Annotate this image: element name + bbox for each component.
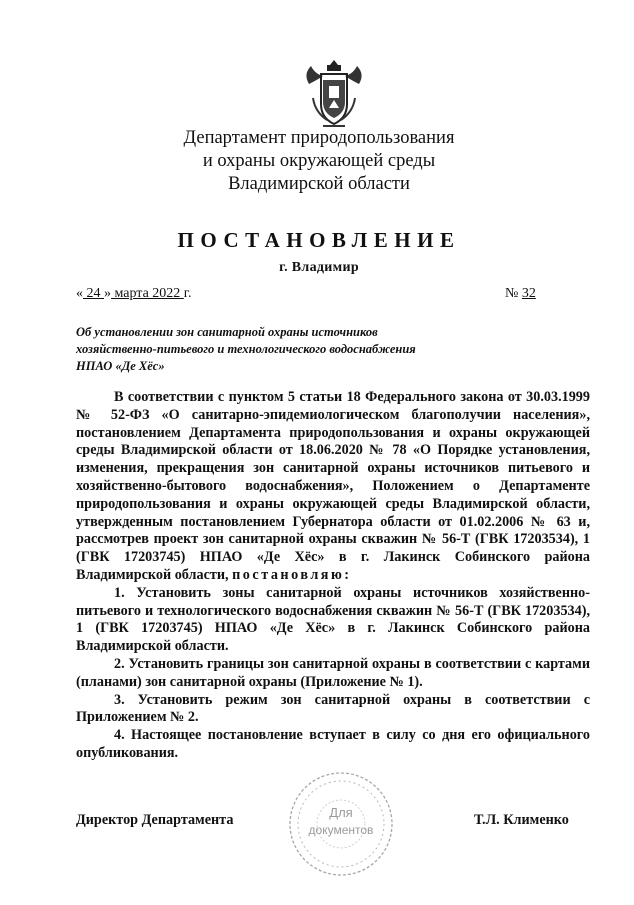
svg-text:документов: документов [308,823,374,837]
document-title: ПОСТАНОВЛЕНИЕ [177,228,461,252]
subject-line: НПАО «Де Хёс» [76,359,165,373]
document-date [76,286,191,302]
date-suffix: г. [183,286,192,301]
document-city: г. Владимир [279,260,359,275]
decree-word: постановляю: [232,566,352,583]
preamble-paragraph [76,389,590,585]
department-line: и охраны окружающей среды [202,151,436,171]
decree-item: 3. Установить режим зон санитарной охраны в соответствии с Приложением № 2. [76,691,590,726]
coat-of-arms-icon [303,58,365,130]
document-body [76,389,590,763]
date-close-quote: » [104,286,111,301]
decree-item: 4. Настоящее постановление вступает в силу со дня его официального опубликования. [76,727,590,761]
number-value: 32 [521,286,536,301]
decree-item: 2. Установить границы зон санитарной охраны в соответствии с картами (планами) зон санитарной охраны (Приложение № 1). [76,655,590,690]
department-line: Владимирской области [228,174,410,194]
document-number [505,286,536,302]
svg-text:Для: Для [329,805,353,820]
number-prefix: № [505,286,522,301]
preamble-text: В соответствии с пунктом 5 статьи 18 Федерального закона от 30.03.1999 № 52-ФЗ «О санитарно-эпидемиологическом благополучии населения», постановлением Департамента природопользования и охраны окружающей среды Владимирской области от 18.06.2020 № 78 «О Порядке установления, изменения, прекращения зон санитарной охраны источников питьевого и хозяйственно-бытового водоснабжения», Положением о Департаменте природопользования и охраны окружающей среды Владимирской области, утвержденным постановлением Губернатора области от 01.02.2006 № 63 и, рассмотрев проект зон санитарной охраны скважин № 56-Т (ГВК 17203534), 1 (ГВК 17203745) НПАО «Де Хёс» в г. Лакинск Собинского района Владимирской области, [76,389,590,583]
document-subject [76,324,496,375]
date-day: 24 [83,286,104,301]
date-month-year: марта 2022 [111,286,184,301]
signer-name: Т.Л. Клименко [474,812,569,828]
date-open-quote: « [76,286,83,301]
department-name [150,127,488,196]
stamp-seal-icon [287,770,395,878]
subject-line: Об установлении зон санитарной охраны источников [76,325,378,339]
decree-item: 1. Установить зоны санитарной охраны источников хозяйственно-питьевого и технологического водоснабжения скважин № 56-Т (ГВК 17203534), 1 (ГВК 17203745) НПАО «Де Хёс» в г. Лакинск Собинского района Владимирской области. [76,584,590,655]
signer-position: Директор Департамента [76,812,234,828]
subject-line: хозяйственно-питьевого и технологического водоснабжения [76,342,416,356]
department-line: Департамент природопользования [183,128,455,148]
